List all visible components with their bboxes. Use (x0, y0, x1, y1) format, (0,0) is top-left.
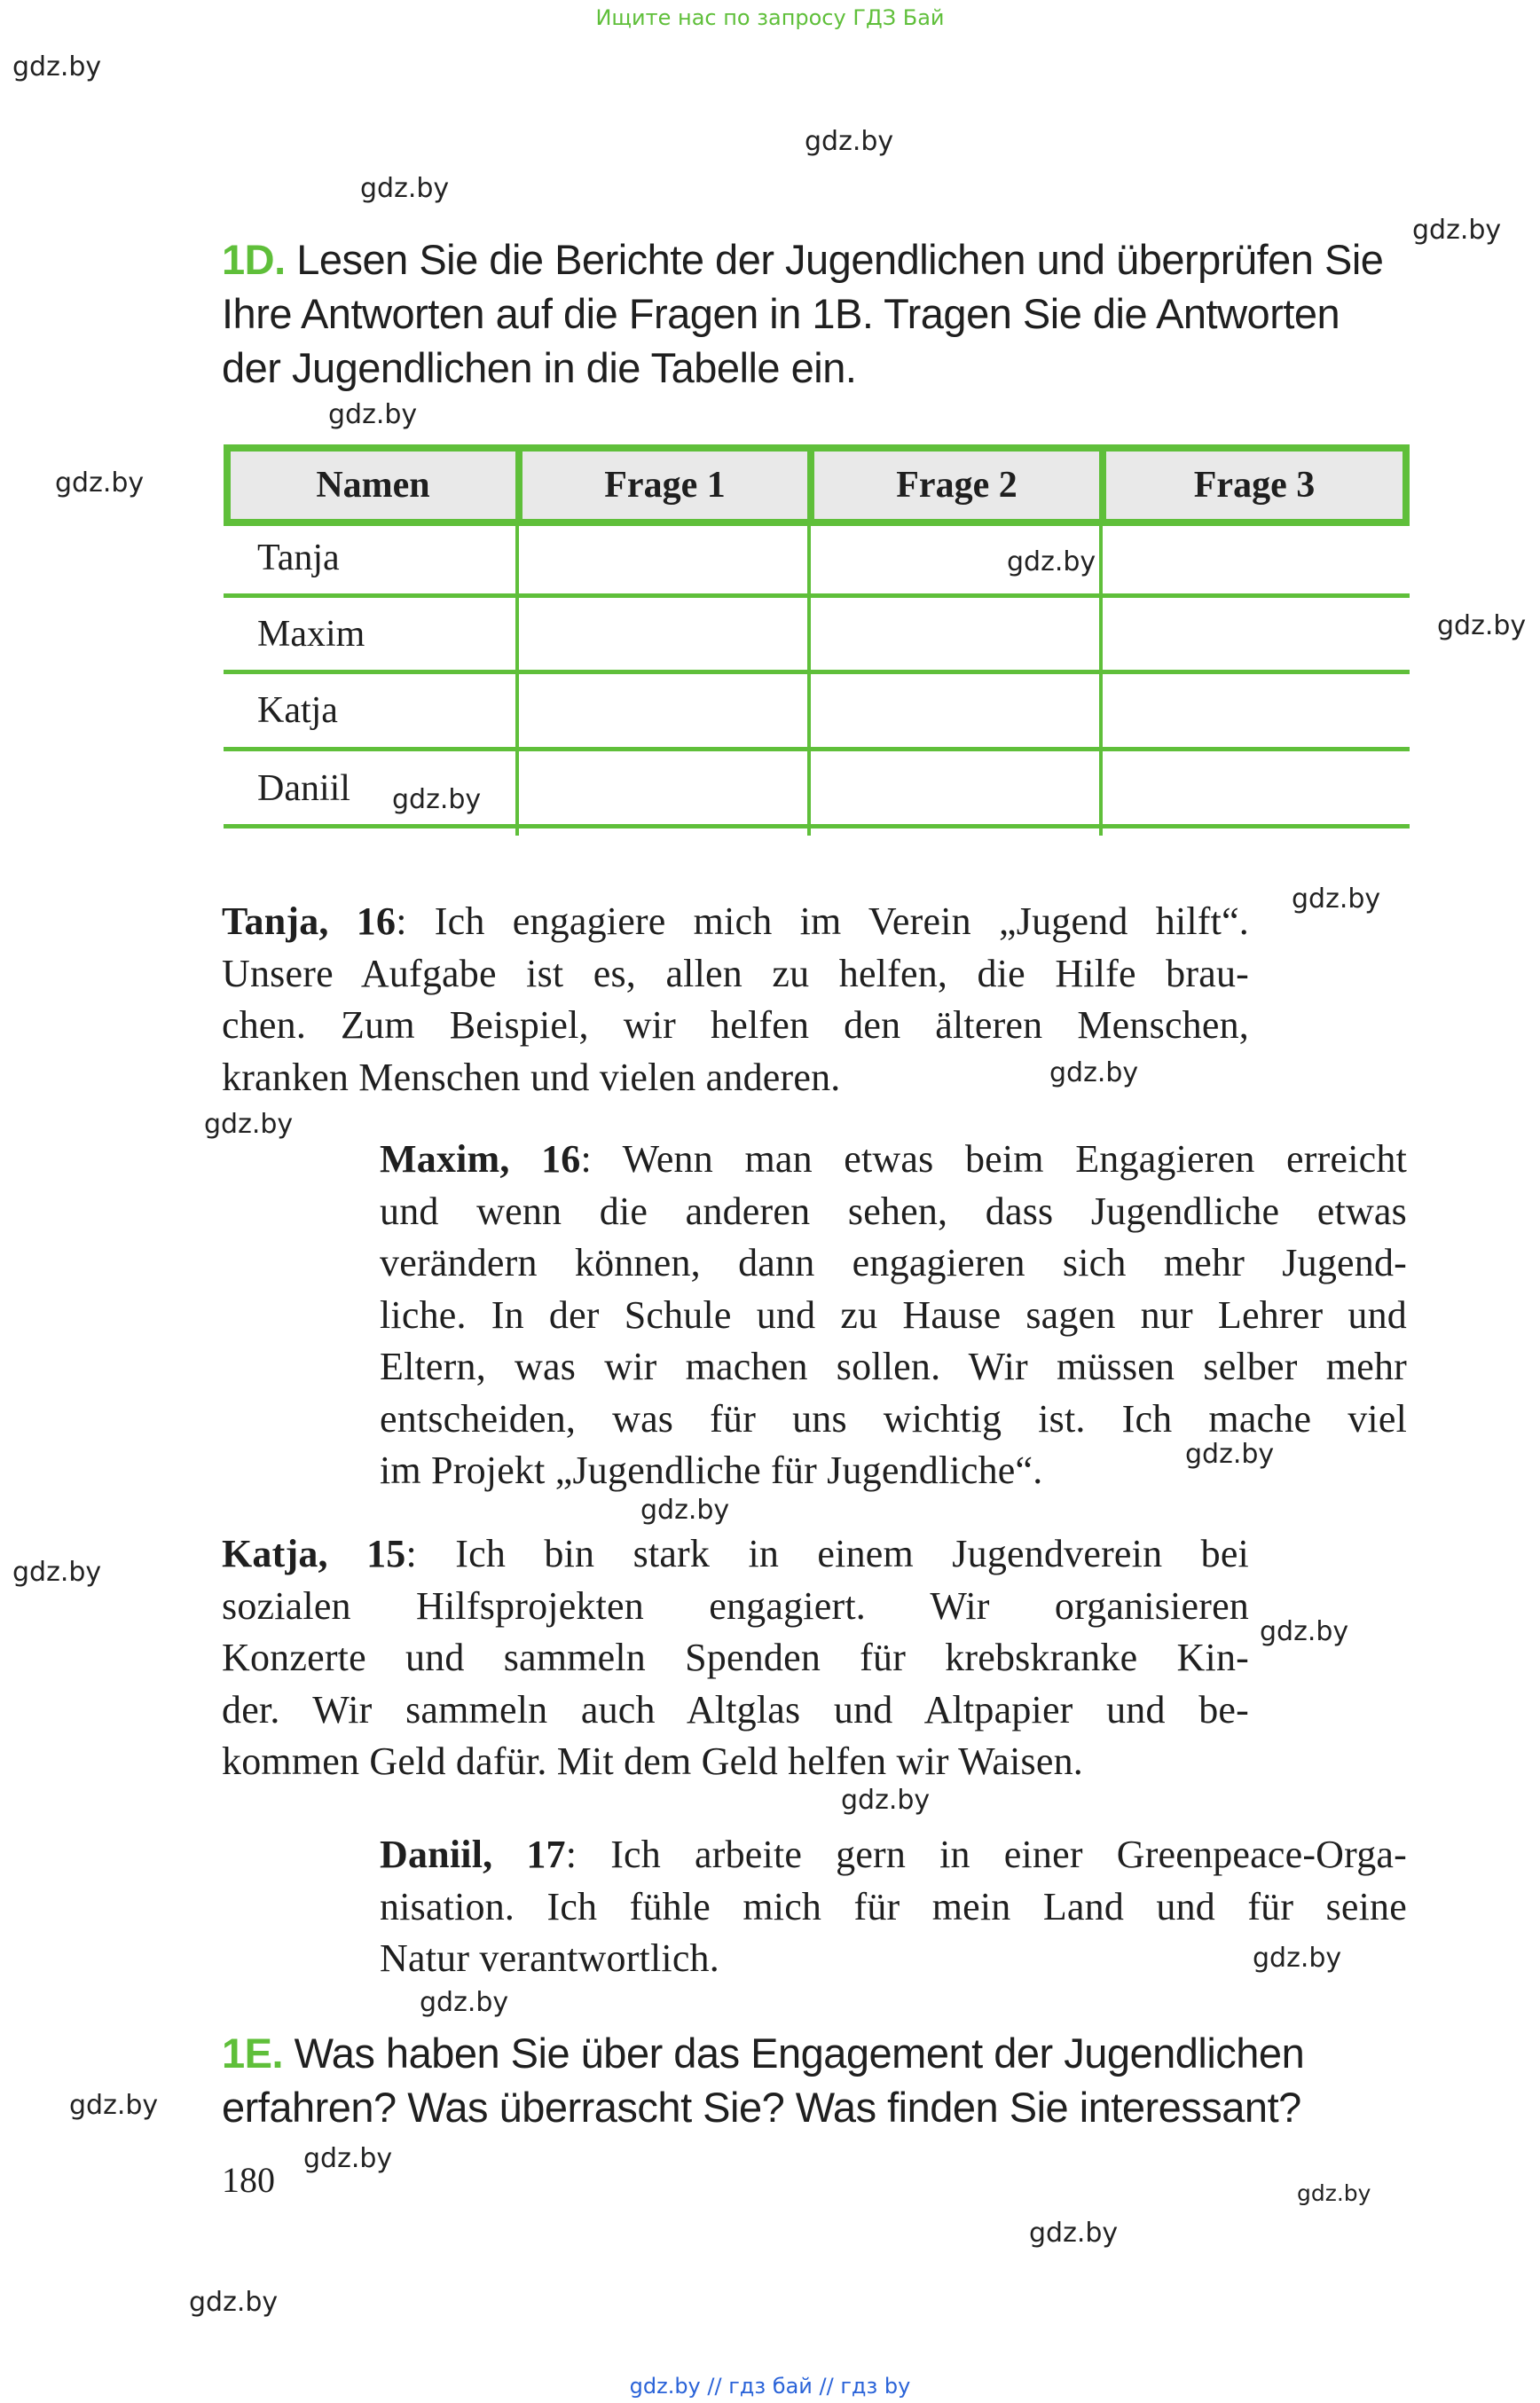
header-cell-namen: Namen (231, 452, 515, 519)
report-line: der. Wir sammeln auch Altglas und Altpapier und be- (222, 1687, 1249, 1732)
row-divider (224, 593, 1410, 598)
header-cell-frage-1: Frage 1 (522, 452, 807, 519)
task-number: 1E. (222, 2030, 284, 2077)
task-1d-instruction (222, 232, 1410, 395)
task-number: 1D. (222, 236, 286, 283)
report-line: Natur verantwortlich. (380, 1936, 719, 1980)
watermark: gdz.by (1185, 1439, 1275, 1470)
row-divider (224, 824, 1410, 828)
report-line: kommen Geld dafür. Mit dem Geld helfen wir Waisen. (222, 1739, 1083, 1783)
footer-links[interactable]: gdz.by // гдз бай // гдз by (629, 2374, 911, 2399)
table-row-name-daniil: Daniil (257, 768, 350, 809)
report-daniil (380, 1829, 1407, 1985)
report-katja (222, 1528, 1249, 1788)
watermark: gdz.by (12, 1557, 102, 1588)
table-row-name-tanja: Tanja (257, 538, 340, 578)
report-line: Katja, 15: Ich bin stark in einem Jugendverein bei (222, 1532, 1249, 1575)
watermark: gdz.by (1049, 1057, 1139, 1088)
report-line: Eltern, was wir machen sollen. Wir müssen selber mehr (380, 1345, 1407, 1388)
task-text-line: der Jugendlichen in die Tabelle ein. (222, 344, 857, 391)
search-banner[interactable]: Ищите нас по запросу ГДЗ Бай (595, 5, 945, 30)
report-line: verändern können, dann engagieren sich mehr Jugend- (380, 1241, 1407, 1284)
watermark: gdz.by (189, 2287, 279, 2318)
column-divider (1099, 526, 1103, 836)
watermark: gdz.by (12, 51, 102, 82)
task-1e-instruction (222, 2026, 1410, 2134)
page-number: 180 (222, 2160, 275, 2200)
table-row-name-katja: Katja (257, 690, 338, 731)
watermark: gdz.by (805, 126, 894, 157)
task-text-line: erfahren? Was überrascht Sie? Was finden Sie interessant? (222, 2084, 1301, 2131)
watermark: gdz.by (1029, 2218, 1119, 2249)
answer-table (224, 444, 1410, 836)
watermark: gdz.by (420, 1987, 509, 2018)
watermark: gdz.by (1292, 883, 1381, 915)
report-tanja (222, 896, 1249, 1103)
report-author: Katja, 15 (222, 1532, 406, 1575)
report-line: nisation. Ich fühle mich für mein Land und für seine (380, 1884, 1407, 1928)
report-line: Maxim, 16: Wenn man etwas beim Engagieren erreicht (380, 1137, 1407, 1181)
watermark: gdz.by (1437, 610, 1527, 641)
table-row-name-maxim: Maxim (257, 614, 365, 655)
watermark: gdz.by (1253, 1943, 1342, 1974)
watermark: gdz.by (328, 399, 418, 430)
header-cell-frage-3: Frage 3 (1106, 452, 1402, 519)
watermark: gdz.by (841, 1785, 931, 1816)
report-line: Unsere Aufgabe ist es, allen zu helfen, die Hilfe brau- (222, 951, 1249, 995)
report-line: Tanja, 16: Ich engagiere mich im Verein „Jugend hilft“. (222, 899, 1250, 943)
report-line: kranken Menschen und vielen anderen. (222, 1055, 841, 1099)
watermark: gdz.by (55, 467, 145, 499)
watermark: gdz.by (204, 1109, 294, 1140)
task-text-line: Was haben Sie über das Engagement der Jugendlichen (294, 2030, 1305, 2077)
watermark: gdz.by (1260, 1616, 1349, 1647)
report-line: chen. Zum Beispiel, wir helfen den älteren Menschen, (222, 1003, 1249, 1047)
watermark: gdz.by (392, 784, 482, 815)
watermark: gdz.by (303, 2143, 393, 2174)
report-maxim (380, 1134, 1407, 1497)
row-divider (224, 747, 1410, 751)
report-line: liche. In der Schule und zu Hause sagen nur Lehrer und (380, 1292, 1407, 1337)
report-author: Daniil, 17 (380, 1833, 566, 1876)
report-line: sozialen Hilfsprojekten engagiert. Wir organisieren (222, 1583, 1249, 1628)
report-line: Konzerte und sammeln Spenden für krebskranke Kin- (222, 1636, 1249, 1679)
report-line: Daniil, 17: Ich arbeite gern in einer Greenpeace-Orga- (380, 1833, 1407, 1876)
report-author: Tanja, 16 (222, 899, 397, 943)
report-author: Maxim, 16 (380, 1137, 581, 1181)
watermark: gdz.by (69, 2090, 159, 2121)
task-text-line: Ihre Antworten auf die Fragen in 1B. Tragen Sie die Antworten (222, 290, 1340, 337)
report-line: im Projekt „Jugendliche für Jugendliche“. (380, 1449, 1043, 1492)
watermark: gdz.by (1007, 546, 1096, 577)
task-text-line: Lesen Sie die Berichte der Jugendlichen und überprüfen Sie (296, 236, 1384, 283)
watermark: gdz.by (1412, 215, 1502, 246)
watermark: gdz.by (360, 173, 450, 204)
row-divider (224, 670, 1410, 674)
report-line: und wenn die anderen sehen, dass Jugendliche etwas (380, 1189, 1407, 1233)
column-divider (515, 526, 519, 836)
watermark: gdz.by (1297, 2180, 1371, 2206)
watermark: gdz.by (640, 1495, 730, 1526)
report-line: entscheiden, was für uns wichtig ist. Ich mache viel (380, 1396, 1407, 1441)
column-divider (807, 526, 811, 836)
header-cell-frage-2: Frage 2 (814, 452, 1099, 519)
